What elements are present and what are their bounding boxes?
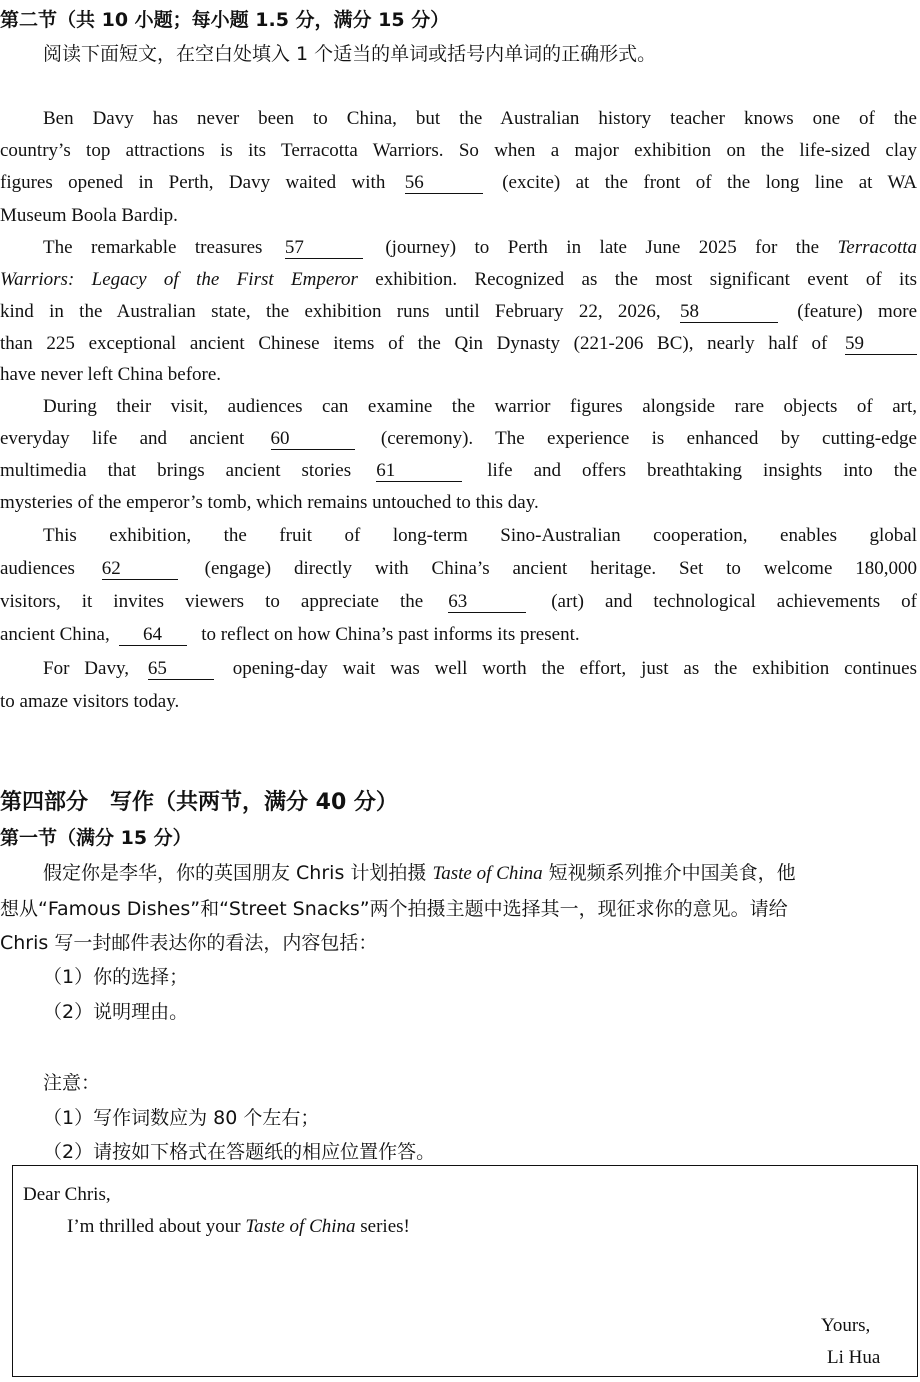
passage-line: figures opened in Perth, Davy waited with 56 (excite) at the front of the long line at WA: [0, 172, 918, 193]
section2-heading: 第二节（共 10 小题；每小题 1.5 分，满分 15 分）: [0, 9, 450, 31]
passage-line: multimedia that brings ancient stories 61 life and offers breathtaking insights into the: [0, 460, 918, 481]
passage-line: country’s top attractions is its Terracotta Warriors. So when a major exhibition on the life-sized clay: [0, 140, 917, 161]
passage-line: Museum Boola Bardip.: [0, 205, 178, 226]
letter-greeting: Dear Chris,: [23, 1184, 111, 1205]
passage-line: audiences 62 (engage) directly with China’s ancient heritage. Set to welcome 180,000: [0, 558, 918, 579]
blank-56[interactable]: 56: [405, 173, 483, 194]
task-line: 假定你是李华，你的英国朋友 Chris 计划拍摄 Taste of China 短视频系列推介中国美食，他: [43, 862, 796, 884]
section2-instruction: 阅读下面短文，在空白处填入 1 个适当的单词或括号内单词的正确形式。: [43, 43, 657, 65]
letter-signature: Li Hua: [827, 1347, 881, 1368]
blank-60[interactable]: 60: [271, 429, 355, 450]
passage-line: Warriors: Legacy of the First Emperor exhibition. Recognized as the most significant event of its: [0, 269, 917, 290]
blank-62[interactable]: 62: [102, 559, 178, 580]
passage-line: everyday life and ancient 60 (ceremony). The experience is enhanced by cutting-edge: [0, 428, 917, 449]
passage-line: have never left China before.: [0, 364, 222, 385]
note-item: （1）写作词数应为 80 个左右；: [43, 1107, 320, 1129]
passage-line: visitors, it invites viewers to appreciate the 63 (art) and technological achievements of: [0, 591, 918, 612]
passage-line: kind in the Australian state, the exhibition runs until February 22, 2026, 58 (feature) more: [0, 301, 918, 322]
passage-line: ancient China, 64 to reflect on how China’s past informs its present.: [0, 624, 580, 645]
task-line: 想从“Famous Dishes”和“Street Snacks”两个拍摄主题中选择其一，现征求你的意见。请给: [0, 898, 788, 920]
blank-58[interactable]: 58: [680, 302, 778, 323]
passage-line: This exhibition, the fruit of long-term Sino-Australian cooperation, enables global: [43, 525, 917, 546]
blank-59[interactable]: 59: [845, 334, 917, 355]
blank-64[interactable]: 64: [119, 625, 187, 646]
letter-answer-box[interactable]: [12, 1165, 918, 1377]
blank-57[interactable]: 57: [285, 238, 363, 259]
passage-line: to amaze visitors today.: [0, 691, 180, 712]
task-item: （2）说明理由。: [43, 1001, 189, 1023]
letter-closing: Yours,: [821, 1315, 871, 1336]
passage-line: During their visit, audiences can examine the warrior figures alongside rare objects of art,: [43, 396, 917, 417]
blank-63[interactable]: 63: [448, 592, 526, 613]
task-line: Chris 写一封邮件表达你的看法，内容包括：: [0, 932, 378, 954]
passage-line: mysteries of the emperor’s tomb, which remains untouched to this day.: [0, 492, 539, 513]
note-label: 注意：: [43, 1072, 101, 1094]
part4-subheading: 第一节（满分 15 分）: [0, 827, 192, 849]
blank-61[interactable]: 61: [376, 461, 462, 482]
part4-heading: 第四部分 写作（共两节，满分 40 分）: [0, 790, 398, 815]
task-item: （1）你的选择；: [43, 966, 189, 988]
note-item: （2）请按如下格式在答题纸的相应位置作答。: [43, 1141, 436, 1163]
blank-65[interactable]: 65: [148, 659, 214, 680]
passage-line: The remarkable treasures 57 (journey) to Perth in late June 2025 for the Terracotta: [43, 237, 918, 258]
letter-opening: I’m thrilled about your Taste of China series!: [67, 1216, 410, 1237]
passage-line: For Davy, 65 opening-day wait was well worth the effort, just as the exhibition continues: [43, 658, 917, 679]
passage-line: Ben Davy has never been to China, but the Australian history teacher knows one of the: [43, 108, 917, 129]
passage-line: than 225 exceptional ancient Chinese items of the Qin Dynasty (221-206 BC), nearly half of 59: [0, 332, 917, 356]
